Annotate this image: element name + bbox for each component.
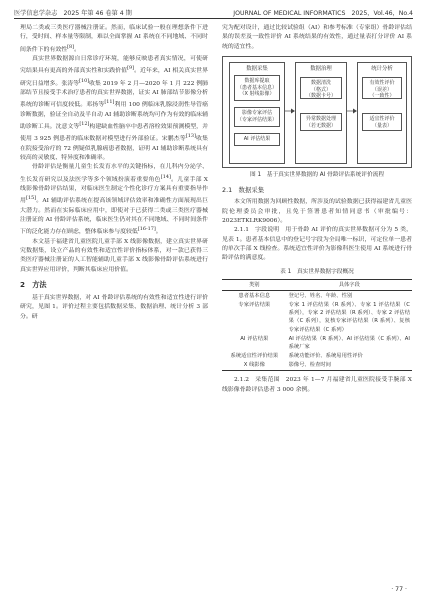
subsubsection-heading: 2.1.1 字段说明 [234, 227, 280, 234]
citation[interactable]: [8] [67, 43, 75, 50]
header-rule [14, 18, 413, 19]
paragraph: 2.1.2 采集范围 2023 年 1—7 月福建省儿童医院接受手腕部 X 线影像骨龄评估患者 3 000 余例。 [222, 377, 413, 393]
citation[interactable]: [16-17] [137, 226, 156, 233]
paragraph: 真实世界数据源自日常诊疗环境，能够反映患者真实情况，可使研究结果具有更高的外部真实性和实践价值[9]。近年来，AI 相关真实世界研究日益增多。张涛等[10]收集 2019 年 2 月—2020 年 1 月 222 例肺部结节且接受手术治疗患者的真实世界数据，证实 AI 肺部结节影像分析系统的诊断可信度较低。邓扬等[11]利用 100 例临床乳腺浸润性导管癌诊断数据，验证全自动及半自动 AI 辅助诊断系统均可作为有效的临床辅助诊断工具。沈意文等[12]构建缺血性脑卒中患者溶栓效果预测模型，并使用 3 925 例患者的临床数据对模型进行外部验证。宋鹏杰等[13]收集在院接受治疗的 72 例疑似乳腺癌患者数据，证明 AI 辅助诊断系统具有较高的灵敏度、特异度和准确率。 [20, 56, 209, 161]
citation[interactable]: [13] [185, 133, 196, 140]
paragraph: 本文基于福建省儿童医院儿童手部 X 线影像数据，建立真实世界研究数据集，设立产品的有效性和适宜性评价指标体系，对一款已获得三类医疗器械注册证的人工智能辅助儿童手部 X 线影像骨龄评估系统进行真实世界应用评价，判断其临床应用价值。 [20, 238, 208, 273]
group-title: 数据采集 [246, 66, 268, 73]
table-row: 专家评估结果 专家 1 评估结果（R 系列）、专家 1 评估结果（C 系列），专家 2 评估结果（R 系列）、专家 2 评估结果（C 系列），复核专家评估结果（R 系列）、复核专家评估结果（C 系列） [238, 302, 410, 333]
left-column [20, 24, 208, 322]
citation[interactable]: [14] [160, 173, 171, 180]
table-1-fields [222, 279, 412, 371]
paragraph: 理局二类或三类医疗器械注册证。然而，临床试验一般在理想条件下进行，受时间、样本量等限制，难以全面掌握 AI 系统在不同地域、不同时间条件下的有效性[8]。 [20, 25, 208, 53]
header-journal-cn: 医学信息学杂志 2025 年第 46 卷第 4 期 [14, 10, 132, 17]
citation[interactable]: [10] [79, 77, 90, 84]
header-journal-en: JOURNAL OF MEDICAL INFORMATICS 2025，Vol.46，No.4 [233, 10, 413, 17]
section-heading-method: 2 方法 [20, 279, 47, 289]
table-header: 类别 [222, 280, 287, 291]
page-number: · 77 · [391, 586, 407, 593]
group-title: 统计分析 [371, 66, 393, 73]
figure-1-flowchart [222, 56, 412, 168]
table-row: 系统适宜性评价结果 系统功能评价、系统易用性评价 [230, 353, 363, 360]
arrow-right-icon [285, 107, 295, 115]
node-suitability: 适宜性评价 （量表） [362, 113, 402, 131]
paragraph: 究为配对设计，通过比较试验组（AI）和参考标准（专家组）骨龄评估结果的误差及一致性评价 AI 系统结果的有效性，通过量表打分评价 AI 系统的适宜性。 [222, 25, 412, 50]
citation[interactable]: [11] [104, 99, 115, 106]
paragraph: 基于真实世界数据，对 AI 骨龄评估系统的有效性和适宜性进行评价研究，见图 1。评价过程主要包括数据采集、数据治理、统计分析 3 部分。研 [20, 294, 208, 320]
subsection-heading: 2.1 数据采集 [222, 186, 265, 195]
table-row: AI 评估结果 AI 评估结果（R 系列）、AI 评估结果（C 系列）、AI 系统厂家 [240, 335, 410, 351]
group-title: 数据治理 [310, 66, 332, 73]
node-expert-eval: 影像专家评估 （专家评估结果） [234, 107, 280, 127]
node-effectiveness: 有效性评价 （误差） （一致性） [362, 77, 402, 99]
citation[interactable]: [9] [127, 65, 135, 72]
node-anomaly-handling: 异常数据处理 （若无数据） [300, 113, 342, 131]
citation[interactable]: [15] [26, 195, 37, 202]
table-caption: 表 1 真实世界数据字段概况 [280, 268, 354, 275]
paragraph: 骨龄评估是衡量儿童生长发育水平的关键指标，在儿科内分泌学、生长发育研究以及法医学等多个领域扮演着重要角色[14]。儿童手部 X 线影像骨龄评估结果，对临床医生制定个性化诊疗方案具有重要指导作用[15]。AI 辅助评估系统在提高该领域评估效率和准确性方面展现出巨大潜力。然而在实际临床应用中，即使对于已获得二类或三类医疗器械注册证的 AI 骨龄评估系统，临床医生仍对其在不同地域、不同时间条件下的泛化能力存在顾虑，整体临床参与度较低[16-17]。 [20, 164, 208, 236]
running-header [14, 6, 413, 18]
node-data-cleaning: 数据清洗 （格式） （数据卡号） [300, 77, 342, 99]
arrow-right-icon [347, 107, 357, 115]
table-row: X 线影像 影像号、检查时间 [222, 361, 412, 371]
table-row: 患者基本信息 登记号、姓名、年龄、性别 [238, 292, 353, 299]
paragraph: 本文所用数据为回顾性数据，所涉及的试验数据已获得福建省儿童医院伦理委员会审批，且免于签署患者知情同意书（审批编号：2023ETKLRK9006）。 [222, 199, 412, 225]
table-header: 具体字段 [287, 280, 412, 291]
subsubsection-heading: 2.1.2 采集范围 [234, 377, 280, 384]
node-db-extract: 数据库提取 （患者基本信息） （X 射线影像） [234, 75, 280, 101]
figure-caption: 图 1 基于真实世界数据的 AI 骨龄评估系统评价流程 [249, 172, 385, 179]
citation[interactable]: [12] [79, 120, 90, 127]
node-ai-result: AI 评估结果 [234, 133, 280, 146]
right-column [222, 24, 412, 395]
paragraph: 2.1.1 字段说明 用于骨龄 AI 评价的真实世界数据可分为 5 类，见表 1。患者基本信息中的登记号字段为全局唯一标识，可定位单一患者的单次手部 X 线检查。系统适宜性评价为影像科医生使用 AI 系统进行骨龄评估的满意度。 [222, 227, 412, 262]
